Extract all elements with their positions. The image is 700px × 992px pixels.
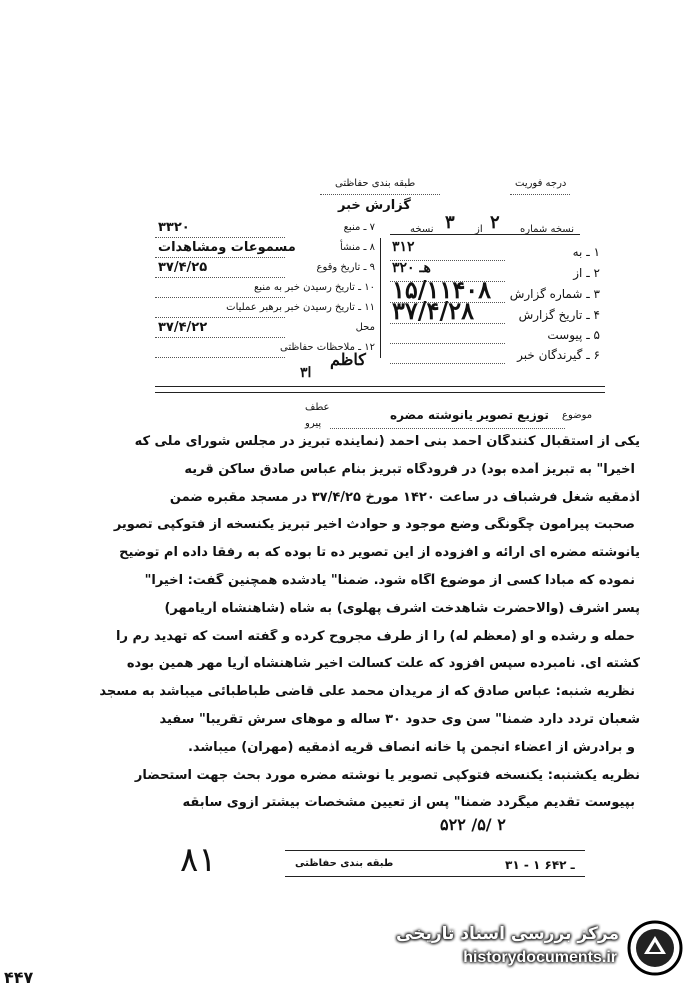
body-line: یانوشته مضره ای ارائه و افزوده از این تصویر ده تا بوده که به رفقا داده ام توضیح	[119, 545, 640, 561]
field-label: ۶ ـ گیرندگان خبر	[517, 348, 600, 362]
body-line: کشته ای. نامبرده سپس افزود که علت کسالت اخیر شاهنشاه آریا مهر همین بوده	[126, 656, 640, 672]
classification-label: طبقه بندی حفاظتی	[335, 178, 416, 189]
field-value: ۳۷/۴/۲۵	[158, 260, 208, 275]
field-label: ۳ ـ شماره گزارش	[509, 287, 600, 301]
copy-total-handwritten: ۳	[445, 212, 455, 233]
field-line	[390, 363, 505, 364]
body-line: آذمقیه شغل فرشباف در ساعت ۱۴۲۰ مورخ ۳۷/۴/۲۵ در مسجد مقبره ضمن	[169, 489, 640, 505]
copy-number-label: نسخه شماره	[520, 224, 574, 235]
field-label: ۵ ـ پیوست	[547, 328, 600, 342]
field-value: ۳۷/۴/۲۸	[392, 296, 474, 325]
field-value: مسموعات ومشاهدات	[158, 240, 296, 255]
body-line: شعبان تردد دارد ضمنا" سن وی حدود ۳۰ ساله و موهای سرش تقریبا" سفید	[159, 712, 640, 727]
field-line	[155, 297, 285, 298]
bottom-classification: طبقه بندی حفاظتی	[295, 858, 394, 869]
body-line: بپیوست تقدیم میگردد ضمنا" پس از تعیین مشخصات بیشتر ازوی سابقه	[182, 795, 635, 811]
body-line: نظریه یکشنبه: یکنسخه فتوکپی تصویر یا نوشته مضره مورد بحث جهت استحضار	[134, 767, 640, 783]
body-line: یکی از استقبال کنندگان احمد بنی احمد (نماینده تبریز در مجلس شورای ملی که	[134, 434, 640, 449]
field-value: ۱۵/۱۱۴۰۸	[392, 275, 491, 304]
field-line	[390, 343, 505, 344]
field-label: ۹ ـ تاریخ وقوع	[316, 262, 375, 273]
field-divider	[380, 238, 381, 358]
subject-text: توزیع تصویر یانوشته مضره	[390, 408, 549, 422]
field-line	[155, 257, 285, 258]
field-value: ۳۲۰ هـ	[392, 260, 431, 276]
copy-number-handwritten: ۲	[490, 212, 500, 233]
classification-line	[320, 194, 440, 195]
field-label: ۱۱ ـ تاریخ رسیدن خبر برهبر عملیات	[226, 302, 375, 313]
copy-underline	[390, 234, 580, 235]
atf-label: عطف	[305, 402, 330, 413]
field-value: ۳۷/۴/۲۲	[158, 320, 208, 335]
page-number: ۴۴۷	[4, 968, 34, 987]
peyro-label: پیرو	[305, 418, 322, 429]
bottom-number: ۳۱ - ۱ ـ ۶۴۲	[505, 858, 575, 872]
big-handwritten-number: ۸۱	[180, 840, 217, 880]
handwritten-note: ۳ا	[300, 365, 312, 381]
field-line	[155, 237, 285, 238]
field-label: ۴ ـ تاریخ گزارش	[518, 308, 600, 322]
field-value: ۳۱۲	[392, 239, 415, 255]
body-line: نظریه شنبه: عباس صادق که از مریدان محمد علی قاضی طباطبائی میباشد به مسجد	[99, 684, 635, 700]
watermark-text-2: historydocuments.ir	[463, 949, 617, 966]
bottom-line-2	[285, 876, 585, 877]
archive-logo-icon	[627, 920, 683, 976]
copy-suffix-label: نسخه	[410, 224, 434, 235]
field-label: ۲ ـ از	[573, 266, 600, 280]
field-line	[390, 323, 505, 324]
field-label: ۷ ـ منبع	[343, 222, 375, 233]
body-line: پسر اشرف (والاحضرت شاهدخت اشرف پهلوی) به شاه (شاهنشاه آریامهر)	[164, 600, 640, 616]
subject-line	[330, 428, 565, 429]
report-title: گزارش خبر	[338, 198, 411, 213]
body-line: نموده که مبادا کسی از موضوع آگاه شود. ضمنا" یادشده همچنین گفت: اخیرا"	[144, 573, 635, 588]
field-label: ۱۲ ـ ملاحظات حفاظتی	[280, 342, 375, 353]
watermark-text-1: مرکز بررسی اسناد تاریخی	[396, 924, 619, 944]
field-label: محل	[355, 322, 375, 333]
urgency-line	[510, 194, 570, 195]
handwritten-note: کاظم	[330, 350, 366, 369]
field-label: ۸ ـ منشأ	[339, 242, 375, 253]
bottom-line	[285, 850, 585, 851]
field-label: ۱۰ ـ تاریخ رسیدن خبر به منبع	[253, 282, 375, 293]
body-line: اخیرا" به تبریز آمده بود) در فرودگاه تبریز بنام عباس صادق ساکن قریه	[184, 461, 635, 477]
bottom-handwritten-ref: ۵۲۲ /۵/ ۲	[440, 815, 506, 834]
body-line: و برادرش از اعضاء انجمن پا خانه انصاف قریه آذمقیه (مهران) میباشد.	[187, 739, 635, 755]
subject-label: موضوع	[562, 410, 593, 421]
field-line	[155, 317, 285, 318]
copy-of-label: از	[475, 224, 483, 235]
body-line: حمله و رشده و او (معظم له) را از طرف مجروح کرده و گفته است که تهدید رم را	[116, 628, 635, 644]
fields-bottom-line-2	[155, 392, 605, 393]
field-label: ۱ ـ به	[572, 245, 600, 259]
field-line	[155, 337, 285, 338]
watermark	[396, 918, 689, 978]
field-value: ۳۳۲۰	[158, 220, 190, 235]
field-line	[155, 277, 285, 278]
fields-bottom-line	[155, 386, 605, 387]
field-line	[155, 357, 285, 358]
body-line: صحبت پیرامون چگونگی وضع موجود و حوادث اخیر تبریز یکنسخه از فتوکپی تصویر	[113, 517, 635, 533]
urgency-label: درجه فوریت	[515, 178, 567, 189]
